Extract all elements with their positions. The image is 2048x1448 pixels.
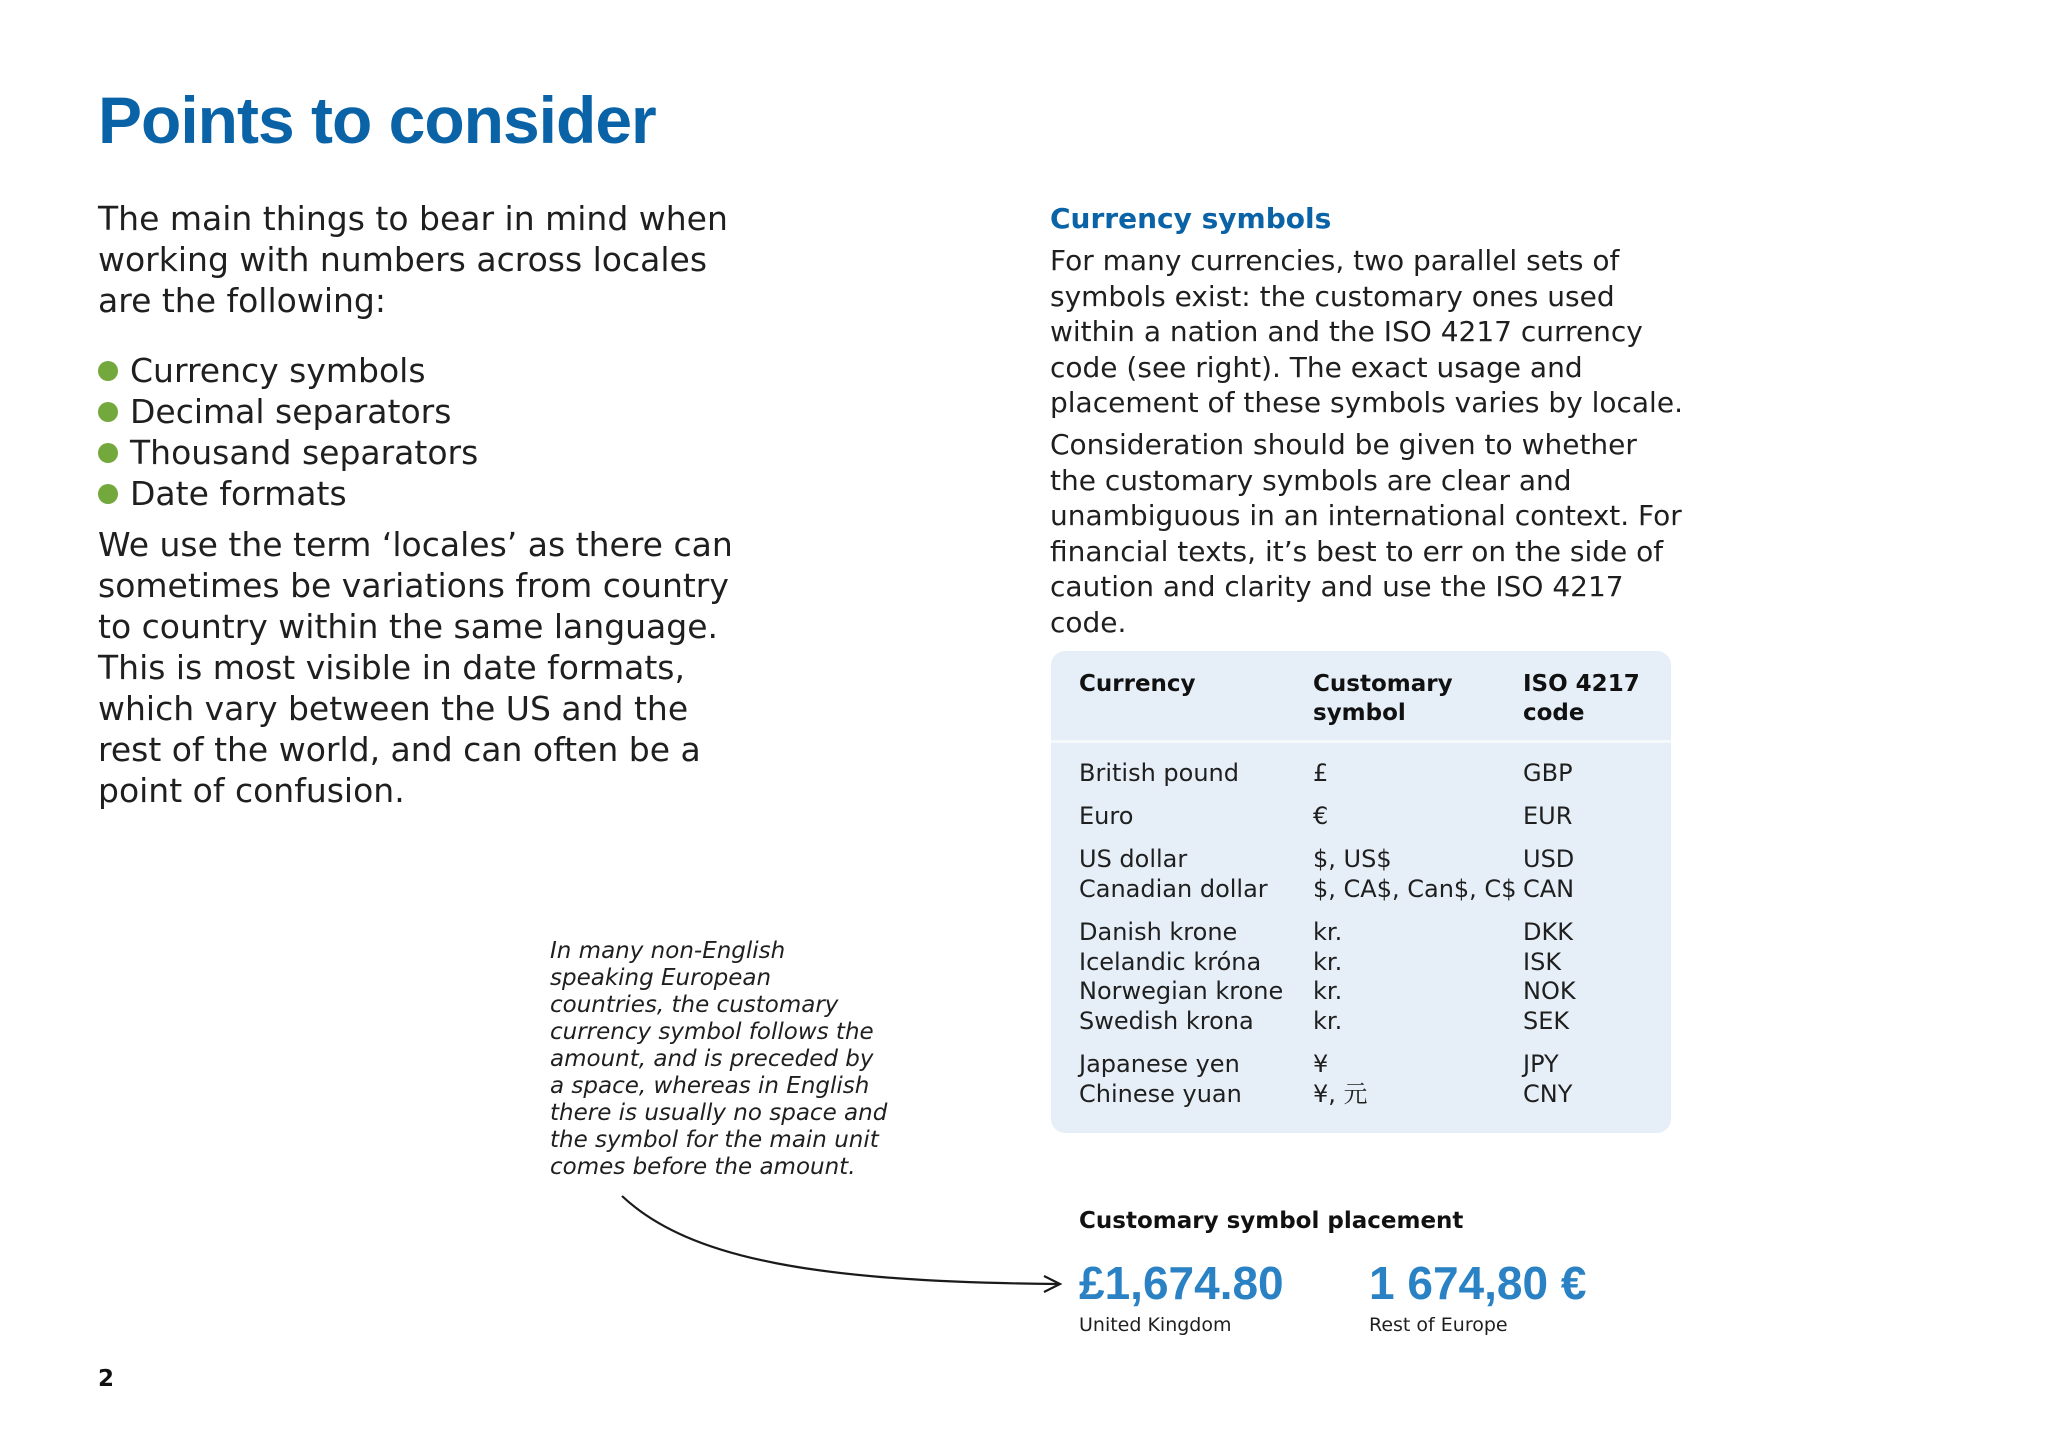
cell-symbol: £	[1313, 759, 1329, 787]
table-header-divider	[1051, 740, 1671, 743]
amount-europe: 1 674,80 €	[1369, 1257, 1587, 1309]
intro-paragraph: The main things to bear in mind when working with numbers across locales are the following:	[98, 199, 728, 320]
cell-symbol: $, CA$, Can$, C$	[1313, 874, 1517, 903]
cell-code: EUR	[1523, 802, 1573, 830]
table-row-group	[1079, 918, 1283, 1036]
table-row	[1079, 759, 1239, 789]
table-row	[1313, 802, 1328, 832]
table-header-currency	[1079, 670, 1196, 699]
cell-currency: Chinese yuan	[1079, 1079, 1242, 1108]
region-uk: United Kingdom	[1079, 1314, 1232, 1336]
cell-currency: Swedish krona	[1079, 1006, 1254, 1035]
table-row-group	[1523, 845, 1574, 904]
cell-code: GBP	[1523, 759, 1573, 787]
amount-uk: £1,674.80	[1079, 1257, 1284, 1309]
cell-symbol: ¥, 元	[1313, 1079, 1368, 1108]
table-row-group	[1313, 918, 1342, 1036]
cell-symbol: $, US$	[1313, 845, 1392, 873]
header-text: Customary	[1313, 671, 1453, 697]
cell-symbol: kr.	[1313, 1006, 1343, 1035]
table-row	[1523, 802, 1572, 832]
page-number: 2	[98, 1366, 115, 1392]
locales-paragraph: We use the term ‘locales’ as there can sometimes be variations from country to country within the same language. This is most visible in date formats, which vary between the US and the rest of the world, and can often be a point of confusion.	[98, 525, 733, 810]
table-row-group	[1523, 1050, 1572, 1109]
table-row-group	[1313, 1050, 1368, 1109]
table-header-code	[1523, 670, 1640, 728]
header-text: symbol	[1313, 700, 1406, 726]
cell-symbol: ¥	[1313, 1050, 1329, 1078]
table-row	[1523, 759, 1573, 789]
page-title: Points to consider	[98, 83, 656, 157]
cell-currency: British pound	[1079, 759, 1239, 787]
table-row-group	[1313, 845, 1516, 904]
aside-note: In many non-English speaking European countries, the customary currency symbol follows the amount, and is preceded by a space, whereas in English there is usually no space and the symbol for the main unit comes before the amount.	[550, 938, 888, 1180]
cell-symbol: kr.	[1313, 918, 1343, 946]
cell-symbol: kr.	[1313, 947, 1343, 976]
header-text: Currency	[1079, 671, 1196, 697]
cell-code: ISK	[1523, 947, 1562, 976]
table-row	[1313, 759, 1328, 789]
cell-currency: Norwegian krone	[1079, 977, 1284, 1005]
region-europe: Rest of Europe	[1369, 1314, 1508, 1336]
cell-currency: Japanese yen	[1079, 1050, 1240, 1078]
cell-currency: Canadian dollar	[1079, 874, 1268, 903]
placement-heading: Customary symbol placement	[1079, 1208, 1464, 1234]
list-item-label: Decimal separators	[130, 392, 452, 431]
cell-currency: Icelandic króna	[1079, 947, 1262, 976]
header-text: code	[1523, 700, 1585, 726]
table-row-group	[1079, 845, 1268, 904]
currency-section-heading: Currency symbols	[1050, 202, 1332, 235]
table-row-group	[1523, 918, 1576, 1036]
cell-code: JPY	[1523, 1050, 1559, 1078]
cell-code: NOK	[1523, 977, 1576, 1005]
cell-currency: Danish krone	[1079, 918, 1238, 946]
list-item-label: Thousand separators	[130, 433, 479, 472]
table-header-symbol	[1313, 670, 1453, 728]
cell-currency: US dollar	[1079, 845, 1188, 873]
cell-code: CAN	[1523, 874, 1575, 903]
header-text: ISO 4217	[1523, 671, 1640, 697]
cell-code: SEK	[1523, 1006, 1570, 1035]
table-row	[1079, 802, 1133, 832]
cell-code: CNY	[1523, 1079, 1573, 1108]
cell-symbol: kr.	[1313, 977, 1343, 1005]
cell-symbol: €	[1313, 802, 1329, 830]
cell-code: USD	[1523, 845, 1575, 873]
currency-paragraph-2: Consideration should be given to whether the customary symbols are clear and unambiguous in an international context. For financial texts, it’s best to err on the side of caution and clarity and use the ISO 4217 code.	[1050, 428, 1682, 639]
cell-code: DKK	[1523, 918, 1573, 946]
cell-currency: Euro	[1079, 802, 1134, 830]
list-item-label: Currency symbols	[130, 351, 426, 390]
table-row-group	[1079, 1050, 1242, 1109]
currency-paragraph-1: For many currencies, two parallel sets of symbols exist: the customary ones used within a nation and the ISO 4217 currency code (see right). The exact usage and placement of these symbols varies by locale.	[1050, 244, 1683, 419]
list-item-label: Date formats	[130, 474, 347, 513]
